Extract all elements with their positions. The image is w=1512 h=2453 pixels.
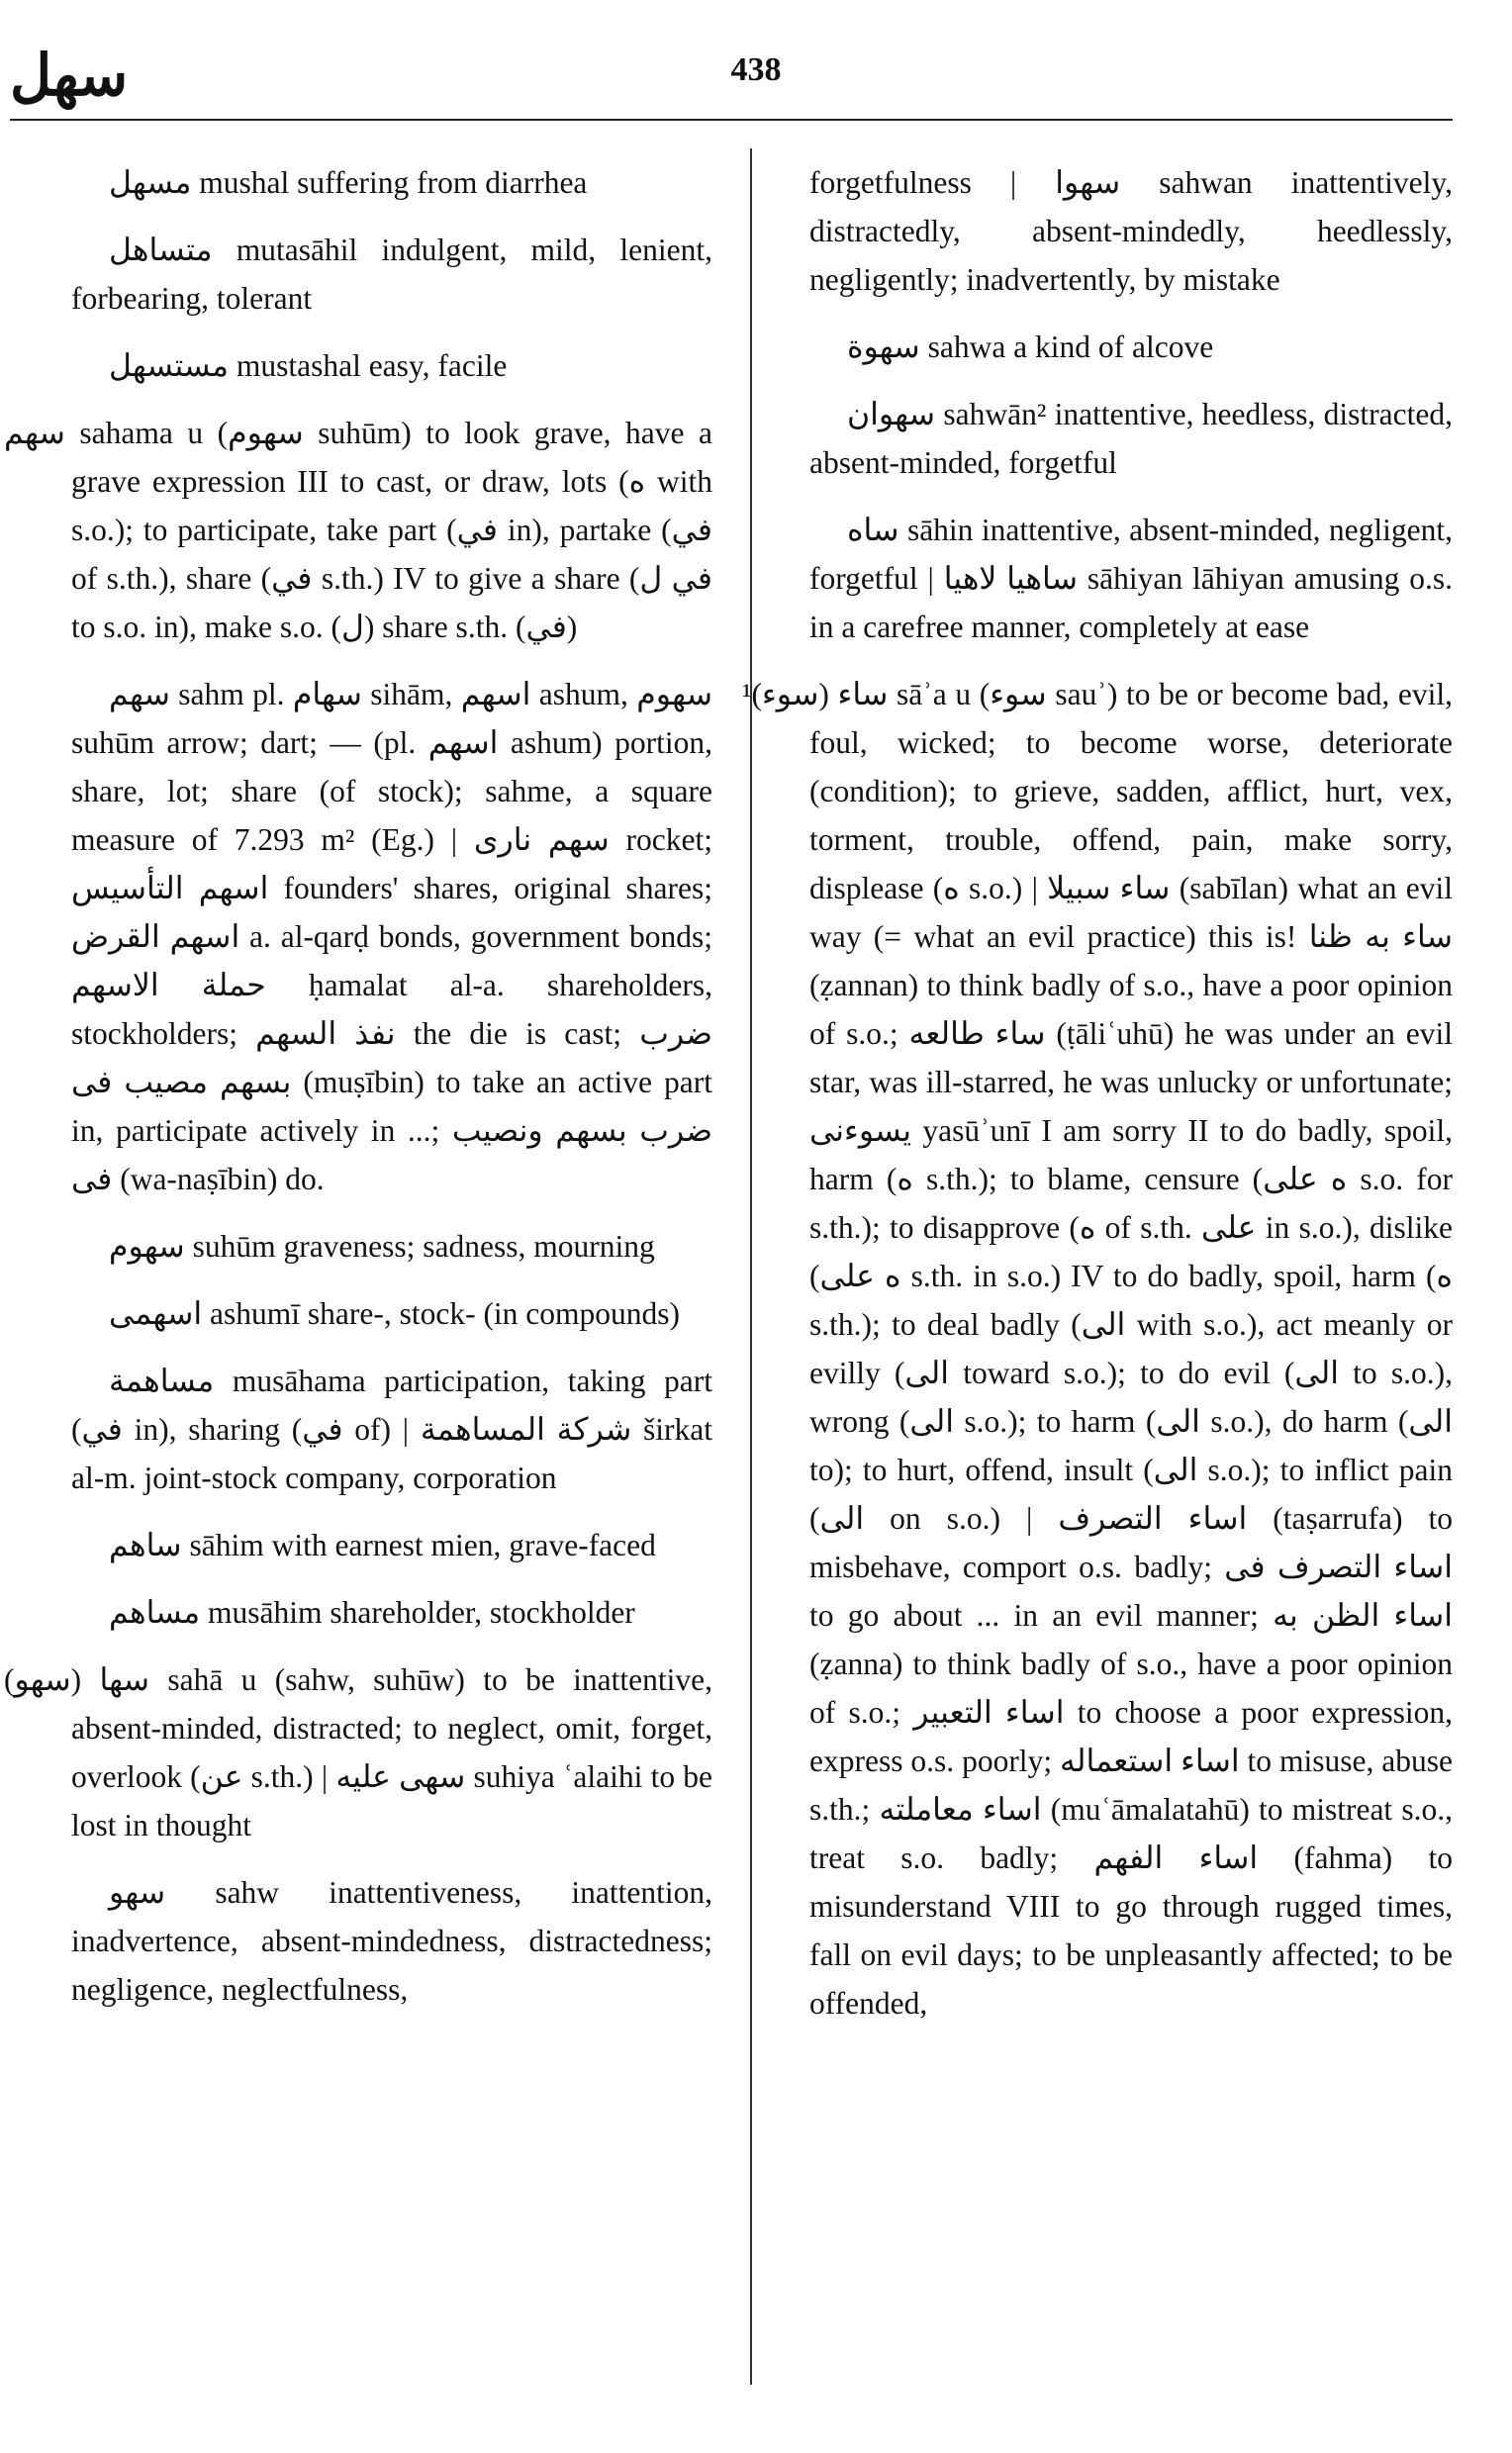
entry-mutasahil: متساهل mutasāhil indulgent, mild, lenient, forbearing, tolerant: [71, 233, 712, 316]
page-header: [0, 0, 1512, 129]
entry-sahw-continued: forgetfulness | سهوا sahwan inattentively, distractedly, absent-mindedly, heedlessly, negligently; inadvertently, by mistake: [809, 165, 1453, 297]
entry-root-saa: ¹(سوء) ساء sāʾa u (سوء sauʾ) to be or become bad, evil, foul, wicked; to become worse, deteriorate (condition); to grieve, sadden, afflict, hurt, vex, torment, trouble, offend, pain, make sorry, displease (ه s.o.) | ساء سبيلا (sabīlan) what an evil way (= what an evil practice) this is! ساء به ظنا (ẓannan) to think badly of s.o., have a poor opinion of s.o.; ساء طالعه (ṭāliʿuhū) he was under an evil star, was ill-starred, he was unlucky or unfortunate; يسوءنى yasūʾunī I am sorry II to do badly, spoil, harm (ه s.th.); to blame, censure (ه على s.o. for s.th.); to disapprove (ه of s.th. على in s.o.), dislike (ه على s.th. in s.o.) IV to do badly, spoil, harm (ه s.th.); to deal badly (الى with s.o.), act meanly or evilly (الى toward s.o.); to do evil (الى to s.o.), wrong (الى s.o.); to harm (الى s.o.), do harm (الى to); to hurt, offend, insult (الى s.o.); to inflict pain (الى on s.o.) | اساء التصرف (taṣarrufa) to misbehave, comport o.s. badly; اساء التصرف فى to go about ... in an evil manner; اساء الظن به (ẓanna) to think badly of s.o., have a poor opinion of s.o.; اساء التعبير to choose a poor expression, express o.s. poorly; اساء استعماله to misuse, abuse s.th.; اساء معاملته (muʿāmalatahū) to mistreat s.o., treat s.o. badly; اساء الفهم (fahma) to misunderstand VIII to go through rugged times, fall on evil days; to be unpleasantly affected; to be offended,: [742, 677, 1454, 2021]
entry-sahwan: سهوان sahwān² inattentive, heedless, distracted, absent-minded, forgetful: [809, 397, 1453, 480]
entry-musahama: مساهمة musāhama participation, taking part (في in), sharing (في of) | شركة المساهمة širkat al-m. joint-stock company, corporation: [71, 1364, 712, 1495]
entry-sahwa: سهوة sahwa a kind of alcove: [847, 330, 1214, 364]
right-column: [742, 158, 1454, 2434]
header-root-word: سهل: [10, 44, 129, 108]
entry-sahm: سهم sahm pl. سهام sihām, اسهم ashum, سهوم suhūm arrow; dart; — (pl. اسهم ashum) portion, share, lot; share (of stock); sahme, a square measure of 7.293 m² (Eg.) | سهم نارى rocket; اسهم التأسيس founders' shares, original shares; اسهم القرض a. al-qarḍ bonds, government bonds; حملة الاسهم ḥamalat al-a. shareholders, stockholders; نفذ السهم the die is cast; ضرب بسهم مصيب فى (muṣībin) to take an active part in, participate actively in ...; ضرب بسهم ونصيب فى (wa-naṣībin) do.: [71, 677, 713, 1196]
entry-musahim: مساهم musāhim shareholder, stockholder: [109, 1595, 635, 1630]
page-number: 438: [730, 51, 782, 88]
entry-suhum: سهوم suhūm graveness; sadness, mourning: [109, 1229, 655, 1264]
entry-sahw: سهو sahw inattentiveness, inattention, inadvertence, absent-mindedness, distractedness; negligence, neglectfulness,: [71, 1875, 712, 2007]
left-column: [4, 158, 713, 2434]
entry-mushal: مسهل mushal suffering from diarrhea: [109, 165, 588, 200]
entry-mustashal: مستسهل mustashal easy, facile: [109, 348, 508, 383]
entry-sahin: ساه sāhin inattentive, absent-minded, negligent, forgetful | ساهيا لاهيا sāhiyan lāhiyan amusing o.s. in a carefree manner, completely at ease: [809, 513, 1453, 644]
header-rule: [10, 119, 1453, 121]
entry-sahim: ساهم sāhim with earnest mien, grave-faced: [109, 1528, 656, 1562]
entry-root-saha: سها (سهو) sahā u (sahw, suhūw) to be inattentive, absent-minded, distracted; to neglect, omit, forget, overlook (عن s.th.) | سهى عليه suhiya ʿalaihi to be lost in thought: [4, 1662, 712, 1842]
entry-ashumi: اسهمى ashumī share-, stock- (in compounds): [109, 1296, 681, 1331]
entry-root-sahama: سهم sahama u (سهوم suhūm) to look grave, have a grave expression III to cast, or draw, lots (ه with s.o.); to participate, take part (في in), partake (في of s.th.), share (في s.th.) IV to give a share (في ل to s.o. in), make s.o. (ل) share s.th. (في): [4, 416, 712, 644]
